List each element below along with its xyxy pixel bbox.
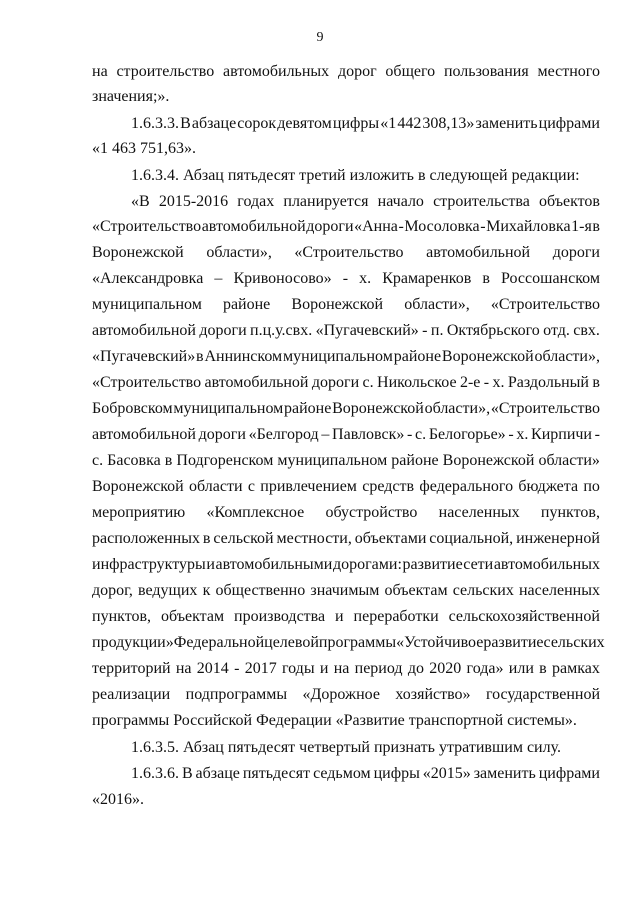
word: годах	[237, 193, 275, 210]
word: сельскохозяйственной	[448, 608, 600, 625]
word: и	[319, 660, 329, 677]
word: территорий	[92, 660, 171, 677]
text-line	[92, 449, 600, 473]
text-line	[92, 293, 600, 317]
word: 2017	[244, 660, 277, 677]
page-number: 9	[316, 30, 324, 45]
word: с.	[415, 426, 427, 443]
word: муниципальном	[92, 296, 202, 313]
text-line	[92, 60, 600, 84]
word: средств	[362, 478, 415, 495]
word: заменить	[473, 765, 536, 782]
word: заменить	[475, 115, 538, 132]
word: объектами	[354, 530, 427, 547]
word: муниципальном	[173, 400, 284, 417]
word: отд.	[543, 322, 570, 339]
word: хозяйство»	[395, 686, 471, 703]
word: Октябрьского	[446, 322, 540, 339]
word: 308,13»	[422, 115, 475, 132]
word: «Устойчивое	[396, 634, 484, 651]
text-line	[92, 423, 600, 447]
word: -	[398, 218, 404, 235]
word: Белогорье»	[428, 426, 506, 443]
word: социальной,	[429, 530, 514, 547]
word: Аннинском	[204, 348, 283, 365]
word: Кирпичи	[531, 426, 592, 443]
word: автомобильной	[204, 374, 309, 391]
text-line	[92, 267, 600, 291]
word: в	[592, 374, 600, 391]
word: автомобильной	[92, 322, 196, 339]
word: В	[181, 765, 193, 782]
word: Бобровском	[92, 400, 173, 417]
word: автомобильными	[215, 556, 333, 573]
word: х.	[516, 426, 529, 443]
word: 2015-2016	[158, 193, 229, 210]
word: муниципальном	[283, 348, 393, 365]
word: производства	[234, 608, 326, 625]
word: целевой	[264, 634, 319, 651]
word: планируется	[283, 193, 369, 210]
word: дороги	[306, 218, 354, 235]
text-line: «1 463 751,63».	[92, 140, 196, 157]
text-line	[92, 657, 600, 681]
word: цифрами	[538, 115, 600, 132]
word: подпрограммы	[185, 686, 288, 703]
word: области»,	[424, 400, 491, 417]
word: Воронежской	[92, 478, 184, 495]
word: пунктов,	[92, 608, 152, 625]
word: Федеральной	[173, 634, 265, 651]
word: в	[202, 530, 211, 547]
word: 2014	[196, 660, 229, 677]
word: в	[196, 348, 204, 365]
word: 2020	[429, 660, 462, 677]
word: «Строительство	[294, 244, 404, 261]
word: Воронежской	[441, 348, 534, 365]
text-line	[92, 371, 600, 395]
word: свх.	[573, 322, 600, 339]
word: «Белгород	[248, 426, 319, 443]
text-line	[92, 553, 600, 577]
word: Никольское	[377, 374, 457, 391]
word: программы	[318, 634, 397, 651]
word: -	[483, 374, 490, 391]
word: дорог,	[92, 582, 133, 599]
word: «Александровка	[92, 270, 204, 287]
word: расположенных	[92, 530, 200, 547]
word: привлечением	[260, 478, 357, 495]
word: Крамаренков	[382, 270, 472, 287]
word: значимым	[310, 582, 380, 599]
word: п.	[430, 322, 444, 339]
word: продукции»	[92, 634, 174, 651]
word: населенных	[518, 582, 600, 599]
word: в	[164, 452, 173, 469]
text-line	[92, 605, 600, 629]
word: 1.6.3.6.	[131, 765, 179, 782]
word: районе	[391, 452, 439, 469]
word: с.	[92, 452, 104, 469]
word: цифрами	[538, 765, 600, 782]
word: Воронежской	[92, 244, 184, 261]
word: годы	[281, 660, 315, 677]
word: районе	[393, 348, 442, 365]
word: области	[189, 478, 243, 495]
word: -	[480, 218, 486, 235]
word: «Строительство	[490, 296, 600, 313]
word: сельской	[213, 530, 274, 547]
word: районе	[284, 400, 332, 417]
word: В	[180, 115, 191, 132]
word: Кривоносово»	[233, 270, 332, 287]
word: 1-я	[571, 218, 592, 235]
word: переработки	[353, 608, 439, 625]
word: цифры	[373, 765, 420, 782]
word: дорог	[337, 63, 377, 80]
text-line	[92, 631, 605, 655]
word: седьмом	[313, 765, 371, 782]
text-line: 1.6.3.5. Абзац пятьдесят четвертый признать утратившим силу.	[131, 739, 561, 756]
text-line: значения;».	[92, 88, 170, 105]
word: -	[234, 660, 240, 677]
word: рамках	[552, 660, 600, 677]
word: области»,	[534, 348, 600, 365]
word: населенных	[438, 504, 520, 521]
word: к	[202, 582, 211, 599]
word: х.	[492, 374, 505, 391]
text-line	[131, 190, 600, 214]
text-line	[92, 475, 600, 499]
text-line	[92, 579, 600, 603]
word: «Строительство	[92, 218, 202, 235]
word: автомобильной	[201, 218, 306, 235]
word: пунктов,	[540, 504, 600, 521]
word: автомобильной	[426, 244, 531, 261]
text-line: 1.6.3.4. Абзац пятьдесят третий изложить в следующей редакции:	[131, 167, 580, 184]
word: Михайловка	[486, 218, 571, 235]
word: Басовка	[107, 452, 161, 469]
word: дороги	[198, 426, 246, 443]
word: Воронежской	[291, 296, 384, 313]
word: сети	[463, 556, 494, 573]
word: дороги	[199, 322, 247, 339]
word: строительство	[116, 63, 215, 80]
word: объектам	[384, 582, 448, 599]
word: и	[206, 556, 215, 573]
word: автомобильных	[223, 63, 330, 80]
word: до	[407, 660, 424, 677]
word: муниципальном	[277, 452, 388, 469]
word: по	[583, 478, 600, 495]
word: –	[321, 426, 330, 443]
word: дорогами:	[332, 556, 402, 573]
word: 2-е	[459, 374, 481, 391]
word: «Строительство	[92, 374, 202, 391]
word: -	[422, 322, 428, 339]
word: развитие	[483, 634, 544, 651]
word: года»	[466, 660, 504, 677]
text-line	[92, 241, 600, 265]
word: сорок	[237, 115, 277, 132]
word: в	[482, 270, 490, 287]
word: 442	[397, 115, 422, 132]
word: -	[508, 426, 514, 443]
word: абзаце	[195, 765, 240, 782]
text-line	[131, 112, 600, 136]
word: пятьдесят	[242, 765, 311, 782]
word: 1.6.3.3.	[131, 115, 179, 132]
word: инфраструктуры	[92, 556, 206, 573]
word: дороги	[552, 244, 600, 261]
text-line	[131, 762, 600, 786]
text-line	[92, 527, 600, 551]
text-line	[92, 319, 600, 343]
text-line	[92, 397, 600, 421]
word: девятом	[277, 115, 332, 132]
word: местности,	[276, 530, 352, 547]
word: «В	[131, 193, 150, 210]
word: Павловск»	[332, 426, 405, 443]
word: «2015»	[422, 765, 471, 782]
word: «Дорожное	[302, 686, 380, 703]
word: -	[594, 426, 600, 443]
word: начало	[377, 193, 424, 210]
word: пользования	[443, 63, 529, 80]
word: строительства	[433, 193, 530, 210]
word: «Пугачевский»	[92, 348, 196, 365]
word: Подгоренском	[176, 452, 274, 469]
text-line: программы Российской Федерации «Развитие транспортной системы».	[92, 712, 577, 729]
word: -	[342, 270, 349, 287]
word: сельских	[452, 582, 514, 599]
word: общественно	[215, 582, 306, 599]
word: на	[175, 660, 192, 677]
text-line	[92, 215, 600, 239]
word: развитие	[402, 556, 463, 573]
word: в	[539, 660, 547, 677]
word: –	[214, 270, 223, 287]
word: «Анна	[354, 218, 398, 235]
word: Воронежской	[332, 400, 424, 417]
word: с.	[362, 374, 374, 391]
word: в	[592, 218, 600, 235]
word: Воронежской	[442, 452, 535, 469]
word: обустройство	[325, 504, 418, 521]
word: бюджета	[518, 478, 579, 495]
word: федерального	[419, 478, 514, 495]
word: автомобильной	[92, 426, 196, 443]
word: ведущих	[138, 582, 198, 599]
text-line	[92, 501, 600, 525]
word: области»	[538, 452, 600, 469]
word: инженерной	[516, 530, 600, 547]
word: дороги	[311, 374, 360, 391]
word: на	[92, 63, 108, 80]
word: Россошанском	[501, 270, 600, 287]
word: «Строительство	[490, 400, 600, 417]
word: на	[333, 660, 350, 677]
word: объектов	[538, 193, 600, 210]
text-line: «2016».	[92, 791, 144, 808]
word: автомобильных	[493, 556, 600, 573]
word: области»,	[206, 244, 272, 261]
word: мероприятию	[92, 504, 186, 521]
word: сельских	[543, 634, 605, 651]
word: и	[335, 608, 344, 625]
word: Раздольный	[507, 374, 589, 391]
word: п.ц.у.свх.	[250, 322, 313, 339]
word: «Комплексное	[206, 504, 305, 521]
text-line	[92, 345, 600, 369]
word: «1	[380, 115, 397, 132]
word: Мосоловка	[404, 218, 480, 235]
word: -	[407, 426, 413, 443]
word: районе	[222, 296, 271, 313]
word: объектам	[160, 608, 225, 625]
word: период	[354, 660, 403, 677]
word: области»,	[404, 296, 470, 313]
word: местного	[537, 63, 600, 80]
word: «Пугачевский»	[315, 322, 419, 339]
word: абзаце	[191, 115, 237, 132]
word: цифры	[332, 115, 380, 132]
word: или	[508, 660, 534, 677]
text-line	[92, 683, 600, 707]
word: государственной	[485, 686, 600, 703]
word: с	[247, 478, 255, 495]
word: реализации	[92, 686, 171, 703]
word: х.	[359, 270, 372, 287]
word: общего	[385, 63, 436, 80]
